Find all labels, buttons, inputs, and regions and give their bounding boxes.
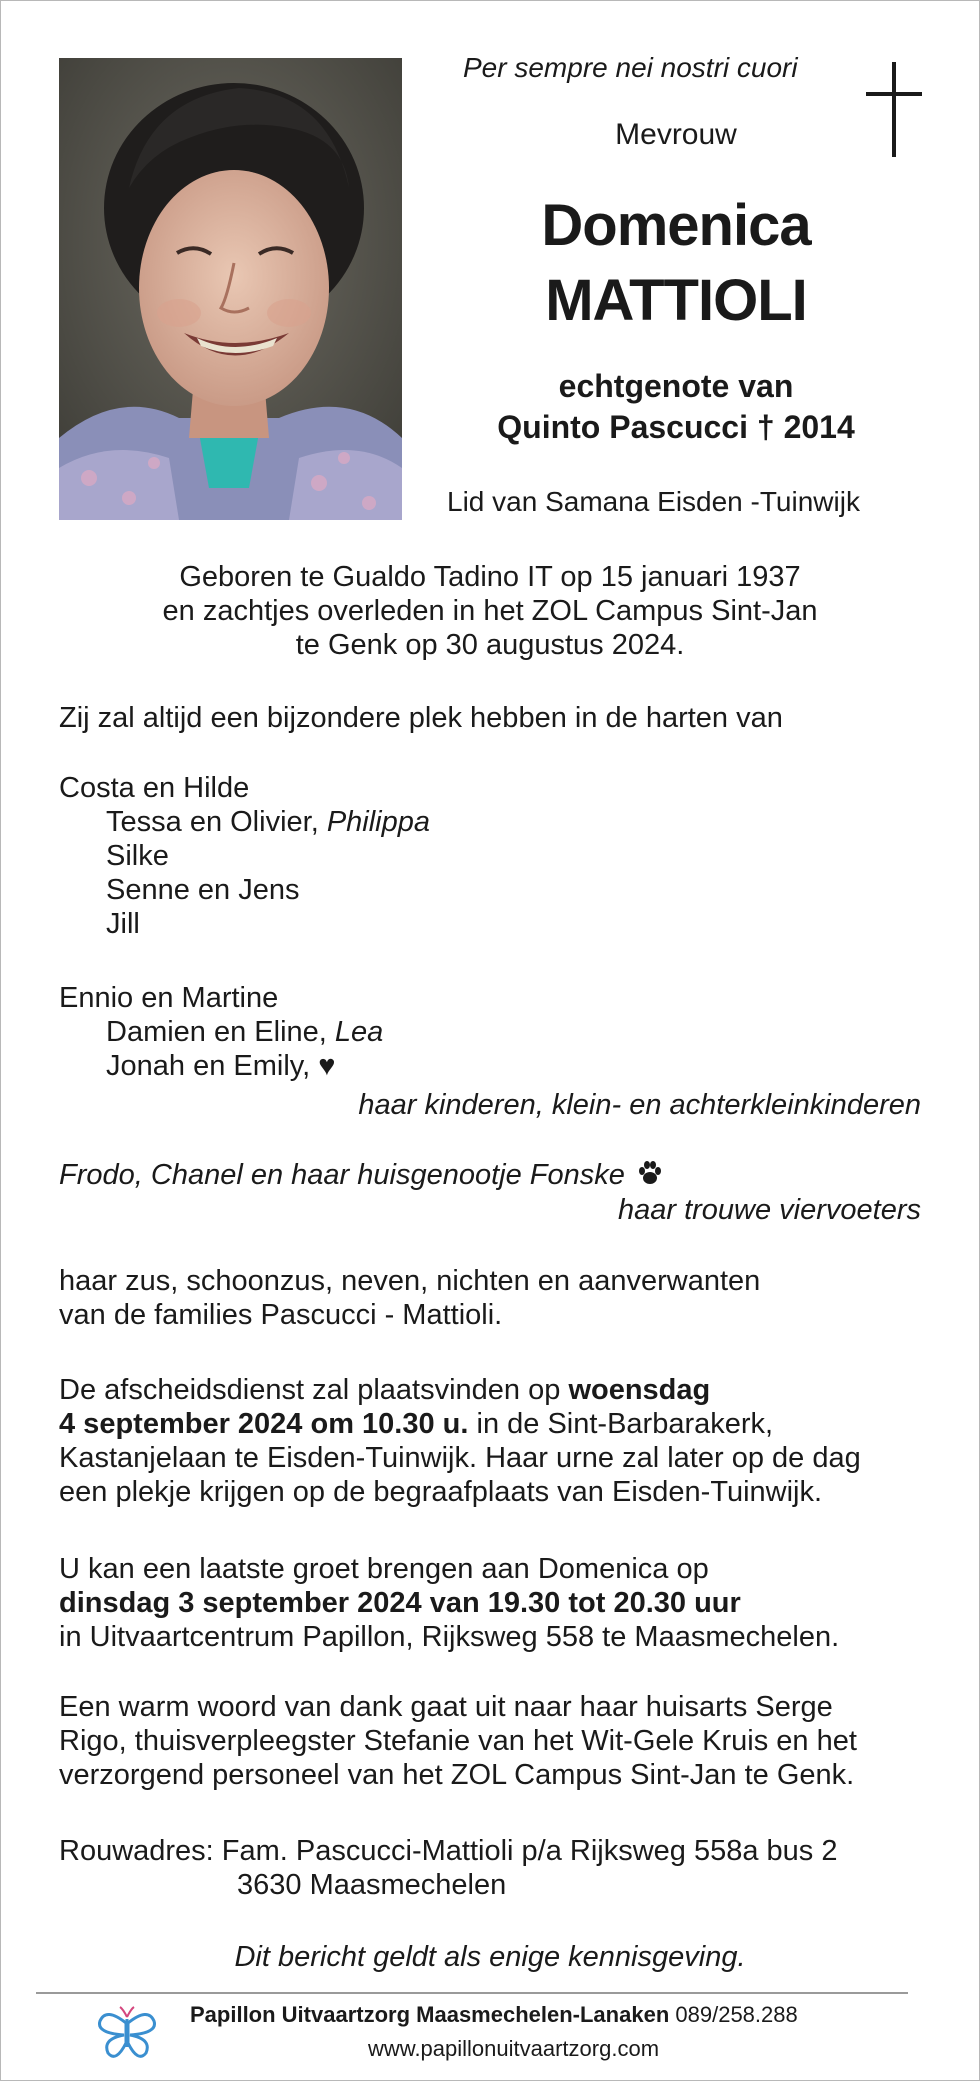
visit-line-1: U kan een laatste groet brengen aan Domenica op (59, 1553, 709, 1585)
birth-death-info (40, 560, 940, 662)
thanks (59, 1690, 857, 1792)
extended-family (59, 1264, 760, 1332)
paw-icon (637, 1160, 663, 1186)
visitation (59, 1552, 839, 1654)
last-name: MATTIOLI (545, 268, 807, 333)
thanks-line-2: Rigo, thuisverpleegster Stefanie van het Wit-Gele Kruis en het (59, 1725, 857, 1757)
honorific: Mevrouw (615, 118, 737, 151)
intro-text: Zij zal altijd een bijzondere plek hebben in de harten van (59, 702, 783, 734)
family-head-1: Costa en Hilde (59, 772, 250, 804)
service-line-4: een plekje krijgen op de begraafplaats van Eisden-Tuinwijk. (59, 1476, 823, 1508)
visit-line-2: dinsdag 3 september 2024 van 19.30 tot 20.30 uur (59, 1587, 741, 1619)
thanks-line-1: Een warm woord van dank gaat uit naar haar huisarts Serge (59, 1691, 833, 1723)
pets-line (59, 1158, 663, 1192)
spouse-name: Quinto Pascucci † 2014 (497, 409, 855, 445)
birth-line-3: te Genk op 30 augustus 2024. (295, 629, 685, 661)
grandchild-name: Jonah en Emily, (106, 1050, 319, 1082)
pets-relation: haar trouwe viervoeters (617, 1194, 921, 1226)
address-line-1: Rouwadres: Fam. Pascucci-Mattioli p/a Rijksweg 558a bus 2 (59, 1835, 838, 1867)
butterfly-logo (96, 2003, 158, 2063)
notice: Dit bericht geldt als enige kennisgeving. (234, 1941, 746, 1973)
thanks-line-3: verzorgend personeel van het ZOL Campus Sint-Jan te Genk. (59, 1759, 855, 1791)
family-group-2 (59, 981, 383, 1083)
address-line-2: 3630 Maasmechelen (237, 1869, 507, 1901)
service-text: De afscheidsdienst zal plaatsvinden op (59, 1374, 569, 1406)
first-name: Domenica (541, 193, 811, 258)
extended-line-2: van de families Pascucci - Mattioli. (59, 1299, 503, 1331)
grandchild-3: Senne en Jens (106, 874, 300, 906)
company-website[interactable]: www.papillonuitvaartzorg.com (368, 2036, 660, 2061)
motto (430, 52, 930, 84)
grandchild-6 (59, 1049, 383, 1083)
great-grandchild-name: Philippa (326, 806, 431, 838)
spouse-label: echtgenote van (558, 368, 794, 404)
pets-names: Frodo, Chanel en haar huisgenootje Fonske (59, 1159, 625, 1191)
family-relation: haar kinderen, klein- en achterkleinkinderen (358, 1089, 921, 1121)
mourning-address (59, 1834, 838, 1902)
visit-line-3: in Uitvaartcentrum Papillon, Rijksweg 558 te Maasmechelen. (59, 1621, 840, 1653)
portrait-photo (59, 58, 402, 520)
great-grandchild-name: Lea (334, 1016, 384, 1048)
service-line-3: Kastanjelaan te Eisden-Tuinwijk. Haar urne zal later op de dag (59, 1442, 861, 1474)
birth-line-2: en zachtjes overleden in het ZOL Campus Sint-Jan (162, 595, 818, 627)
grandchild-4: Jill (106, 908, 140, 940)
family-group-1 (59, 771, 430, 941)
funeral-service (59, 1373, 861, 1509)
service-line-1 (59, 1373, 861, 1407)
company-name: Papillon Uitvaartzorg Maasmechelen-Lanaken (190, 2002, 670, 2027)
heart-icon: ♥ (318, 1050, 336, 1082)
family-head-2: Ennio en Martine (59, 982, 279, 1014)
membership: Lid van Samana Eisden -Tuinwijk (447, 486, 860, 517)
company-phone[interactable]: 089/258.288 (675, 2002, 798, 2027)
footer-divider (36, 1992, 908, 1994)
extended-line-1: haar zus, schoonzus, neven, nichten en aanverwanten (59, 1265, 761, 1297)
motto-text: Per sempre nei nostri cuori (463, 52, 798, 83)
grandchild-name: Damien en Eline, (106, 1016, 335, 1048)
birth-line-1: Geboren te Gualdo Tadino IT op 15 januari 1937 (179, 561, 801, 593)
grandchild-5 (59, 1015, 383, 1049)
service-datetime: 4 september 2024 om 10.30 u. (59, 1408, 469, 1440)
service-line-2 (59, 1407, 861, 1441)
grandchild-2: Silke (106, 840, 169, 872)
footer-company-line (190, 2002, 798, 2028)
grandchild-1 (59, 805, 430, 839)
service-day: woensdag (568, 1374, 711, 1406)
grandchild-name: Tessa en Olivier, (106, 806, 327, 838)
service-location: in de Sint-Barbarakerk, (468, 1408, 774, 1440)
